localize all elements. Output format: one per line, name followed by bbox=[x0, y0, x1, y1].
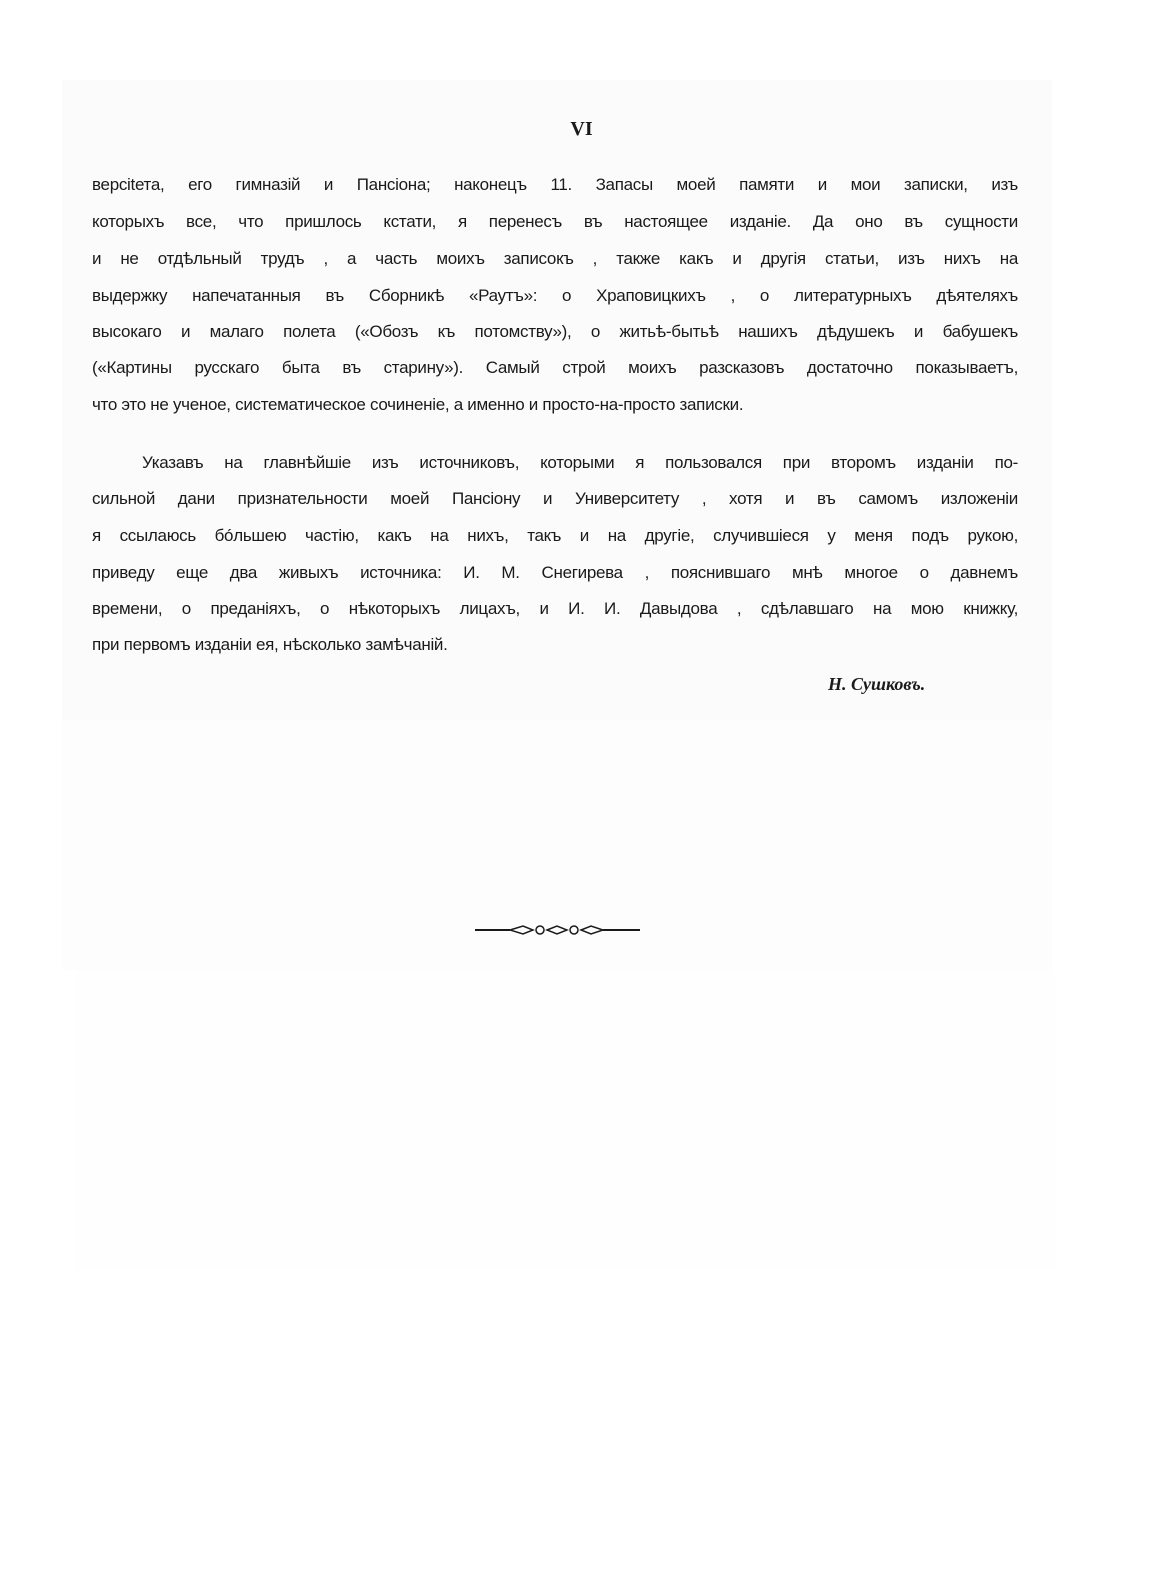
text-line: Указавъ на главнѣйшіе изъ источниковъ, которыми я пользовался при второмъ изданіи по- bbox=[142, 453, 1018, 472]
text-line: и не отдѣльный трудъ , а часть моихъ записокъ , также какъ и другія статьи, изъ нихъ на bbox=[92, 249, 1018, 268]
author-signature: Н. Сушковъ. bbox=[828, 674, 926, 694]
page-number: VI bbox=[570, 118, 593, 140]
text-line: сильной дани признательности моей Пансіону и Университету , хотя и въ самомъ изложеніи bbox=[92, 489, 1018, 508]
text-line: при первомъ изданіи ея, нѣсколько замѣчаній. bbox=[92, 635, 448, 654]
text-line: выдержку напечатанныя въ Сборникѣ «Раутъ»: о Храповицкихъ , о литературныхъ дѣятеляхъ bbox=[92, 286, 1018, 305]
text-line: я ссылаюсь бóльшею частію, какъ на нихъ, такъ и на другіе, случившіеся у меня подъ рукою, bbox=[92, 526, 1018, 545]
text-line: («Картины русскаго быта въ старину»). Самый строй моихъ разсказовъ достаточно показываетъ, bbox=[92, 358, 1018, 377]
text-line: высокаго и малаго полета («Обозъ къ потомству»), о житьѣ-бытьѣ нашихъ дѣдушекъ и бабушекъ bbox=[92, 322, 1018, 341]
text-line: приведу еще два живыхъ источника: И. М. Снегирева , пояснившаго мнѣ многое о давнемъ bbox=[92, 563, 1018, 582]
scan-area-bottom bbox=[75, 970, 1055, 1270]
text-line: что это не ученое, систематическое сочиненіе, а именно и просто-на-просто записки. bbox=[92, 395, 744, 414]
text-line: версitета, его гимназій и Пансіона; наконецъ 11. Запасы моей памяти и мои записки, изъ bbox=[92, 175, 1018, 194]
ornament-divider-icon bbox=[475, 920, 640, 940]
text-line: времени, о преданіяхъ, о нѣкоторыхъ лицахъ, и И. И. Давыдова , сдѣлавшаго на мою книжку, bbox=[92, 599, 1018, 618]
text-line: которыхъ все, что пришлось кстати, я перенесъ въ настоящее изданіе. Да оно въ сущности bbox=[92, 212, 1018, 231]
